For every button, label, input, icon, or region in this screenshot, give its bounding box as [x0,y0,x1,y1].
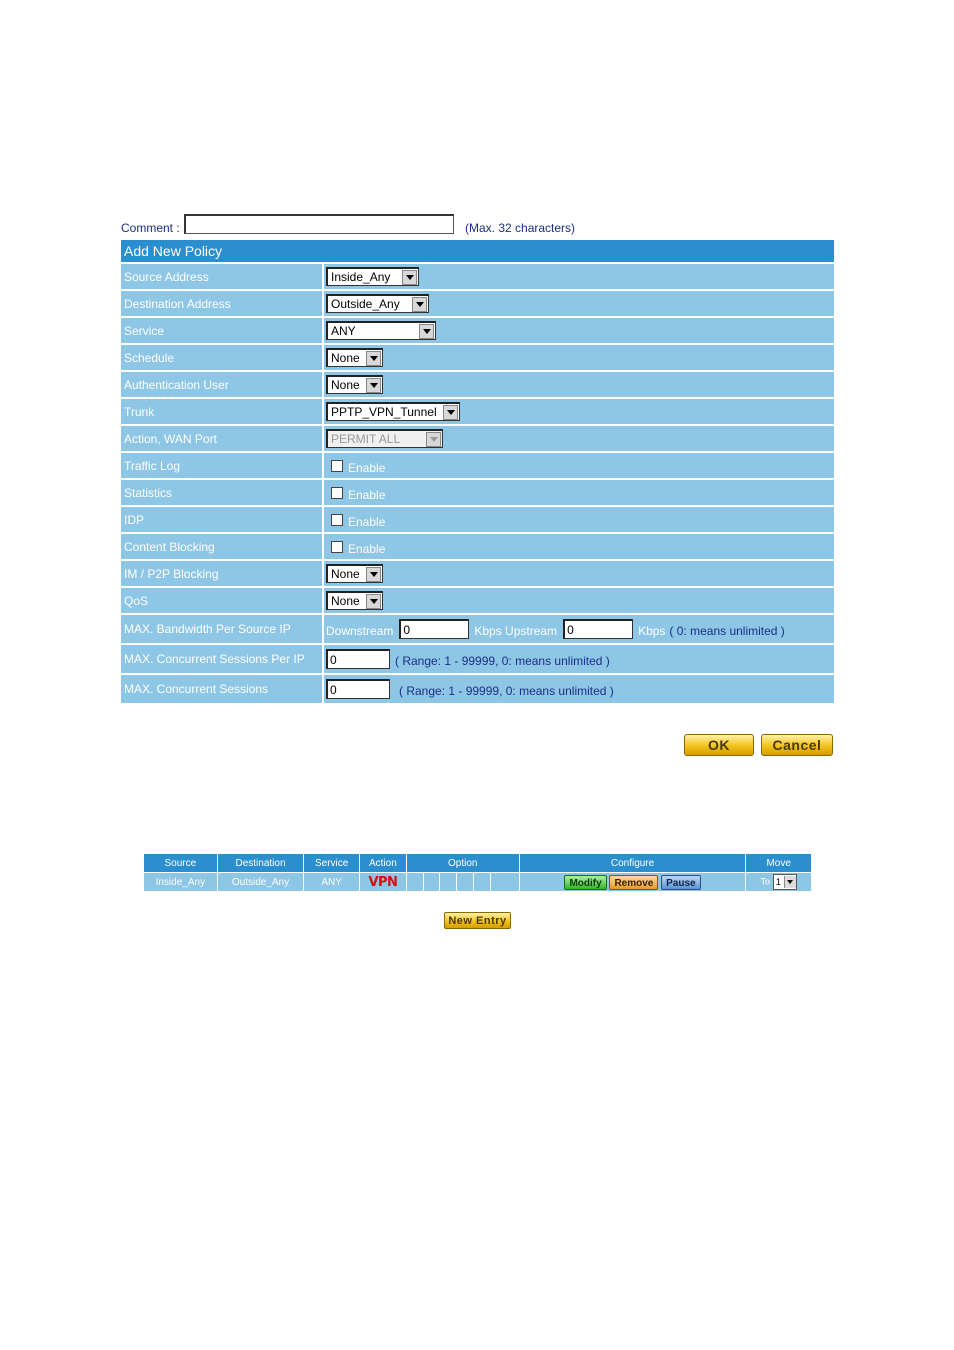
col-action: Action [360,854,407,873]
traffic-log-checkbox[interactable] [331,460,343,472]
chevron-down-icon [412,297,427,312]
option-cell [490,873,519,892]
downstream-label: Downstream [326,624,394,638]
chevron-down-icon [426,432,441,447]
row-trunk [121,399,834,426]
idp-checkbox[interactable] [331,514,343,526]
row-qos [121,588,834,615]
option-cell [440,873,457,892]
max-sessions-per-ip-hint: ( Range: 1 - 99999, 0: means unlimited ) [395,654,610,668]
row-statistics [121,480,834,507]
col-option: Option [406,854,519,873]
remove-button[interactable]: Remove [609,875,658,890]
chevron-down-icon [366,351,381,366]
row-action-wan-port [121,426,834,453]
add-policy-form [121,240,834,705]
trunk-select[interactable]: PPTP_VPN_Tunnel [326,402,460,421]
bandwidth-hint: ( 0: means unlimited ) [669,624,785,638]
row-authentication-user [121,372,834,399]
statistics-label: Statistics [121,480,324,505]
destination-address-label: Destination Address [121,291,324,316]
row-destination-address [121,291,834,318]
row-configure [519,873,746,892]
service-label: Service [121,318,324,343]
schedule-select[interactable]: None [326,348,383,367]
row-schedule [121,345,834,372]
qos-select[interactable]: None [326,591,383,610]
row-idp [121,507,834,534]
row-im-p2p-blocking [121,561,834,588]
traffic-log-label: Traffic Log [121,453,324,478]
option-cell [423,873,440,892]
row-source-address [121,264,834,291]
action-wan-port-label: Action, WAN Port [121,426,324,451]
schedule-label: Schedule [121,345,324,370]
statistics-enable-label: Enable [348,487,386,502]
destination-address-select[interactable]: Outside_Any [326,294,429,313]
option-cell [457,873,474,892]
source-address-label: Source Address [121,264,324,289]
qos-label: QoS [121,588,324,613]
idp-label: IDP [121,507,324,532]
chevron-down-icon [366,378,381,393]
cancel-button[interactable]: Cancel [761,734,833,756]
table-row [144,873,812,892]
source-address-select[interactable]: Inside_Any [326,267,419,286]
trunk-label: Trunk [121,399,324,424]
action-wan-port-select: PERMIT ALL [326,429,443,448]
idp-enable-label: Enable [348,514,386,529]
im-p2p-blocking-label: IM / P2P Blocking [121,561,324,586]
max-sessions-hint: ( Range: 1 - 99999, 0: means unlimited ) [399,684,614,698]
chevron-down-icon [443,405,458,420]
content-blocking-label: Content Blocking [121,534,324,559]
kbps-label: Kbps [638,624,666,638]
content-blocking-enable-label: Enable [348,541,386,556]
row-service: ANY [304,873,360,892]
col-move: Move [746,854,812,873]
chevron-down-icon [402,270,417,285]
max-sessions-per-ip-input[interactable] [326,649,390,669]
row-max-sessions-per-ip [121,645,834,675]
comment-input[interactable] [184,214,454,234]
row-service [121,318,834,345]
chevron-down-icon [784,876,796,888]
authentication-user-label: Authentication User [121,372,324,397]
max-bandwidth-label: MAX. Bandwidth Per Source IP [121,615,324,643]
col-service: Service [304,854,360,873]
row-move [746,873,812,892]
option-cell [406,873,423,892]
row-action [360,873,407,892]
max-sessions-label: MAX. Concurrent Sessions [121,675,324,703]
downstream-input[interactable] [399,619,469,639]
upstream-input[interactable] [563,619,633,639]
row-traffic-log [121,453,834,480]
row-destination: Outside_Any [217,873,304,892]
row-content-blocking [121,534,834,561]
policy-list-header [144,854,812,873]
row-max-bandwidth [121,615,834,645]
col-configure: Configure [519,854,746,873]
col-source: Source [144,854,218,873]
form-title: Add New Policy [121,240,834,264]
authentication-user-select[interactable]: None [326,375,383,394]
comment-hint: (Max. 32 characters) [465,221,576,235]
policy-list-table [143,853,812,892]
row-source: Inside_Any [144,873,218,892]
chevron-down-icon [366,594,381,609]
content-blocking-checkbox[interactable] [331,541,343,553]
new-entry-button[interactable]: New Entry [444,912,511,929]
move-to-label: To [760,876,771,887]
option-cell [474,873,491,892]
pause-button[interactable]: Pause [661,875,700,890]
traffic-log-enable-label: Enable [348,460,386,475]
row-max-sessions [121,675,834,705]
move-to-select[interactable]: 1 [773,874,797,890]
max-sessions-per-ip-label: MAX. Concurrent Sessions Per IP [121,645,324,673]
kbps-upstream-label: Kbps Upstream [474,624,558,638]
col-destination: Destination [217,854,304,873]
comment-label: Comment : [121,221,180,235]
ok-button[interactable]: OK [684,734,754,756]
chevron-down-icon [366,567,381,582]
service-select[interactable]: ANY [326,321,436,340]
max-sessions-input[interactable] [326,679,390,699]
modify-button[interactable]: Modify [564,875,606,890]
im-p2p-blocking-select[interactable]: None [326,564,383,583]
vpn-action-icon: VPN [368,874,398,890]
statistics-checkbox[interactable] [331,487,343,499]
chevron-down-icon [419,324,434,339]
